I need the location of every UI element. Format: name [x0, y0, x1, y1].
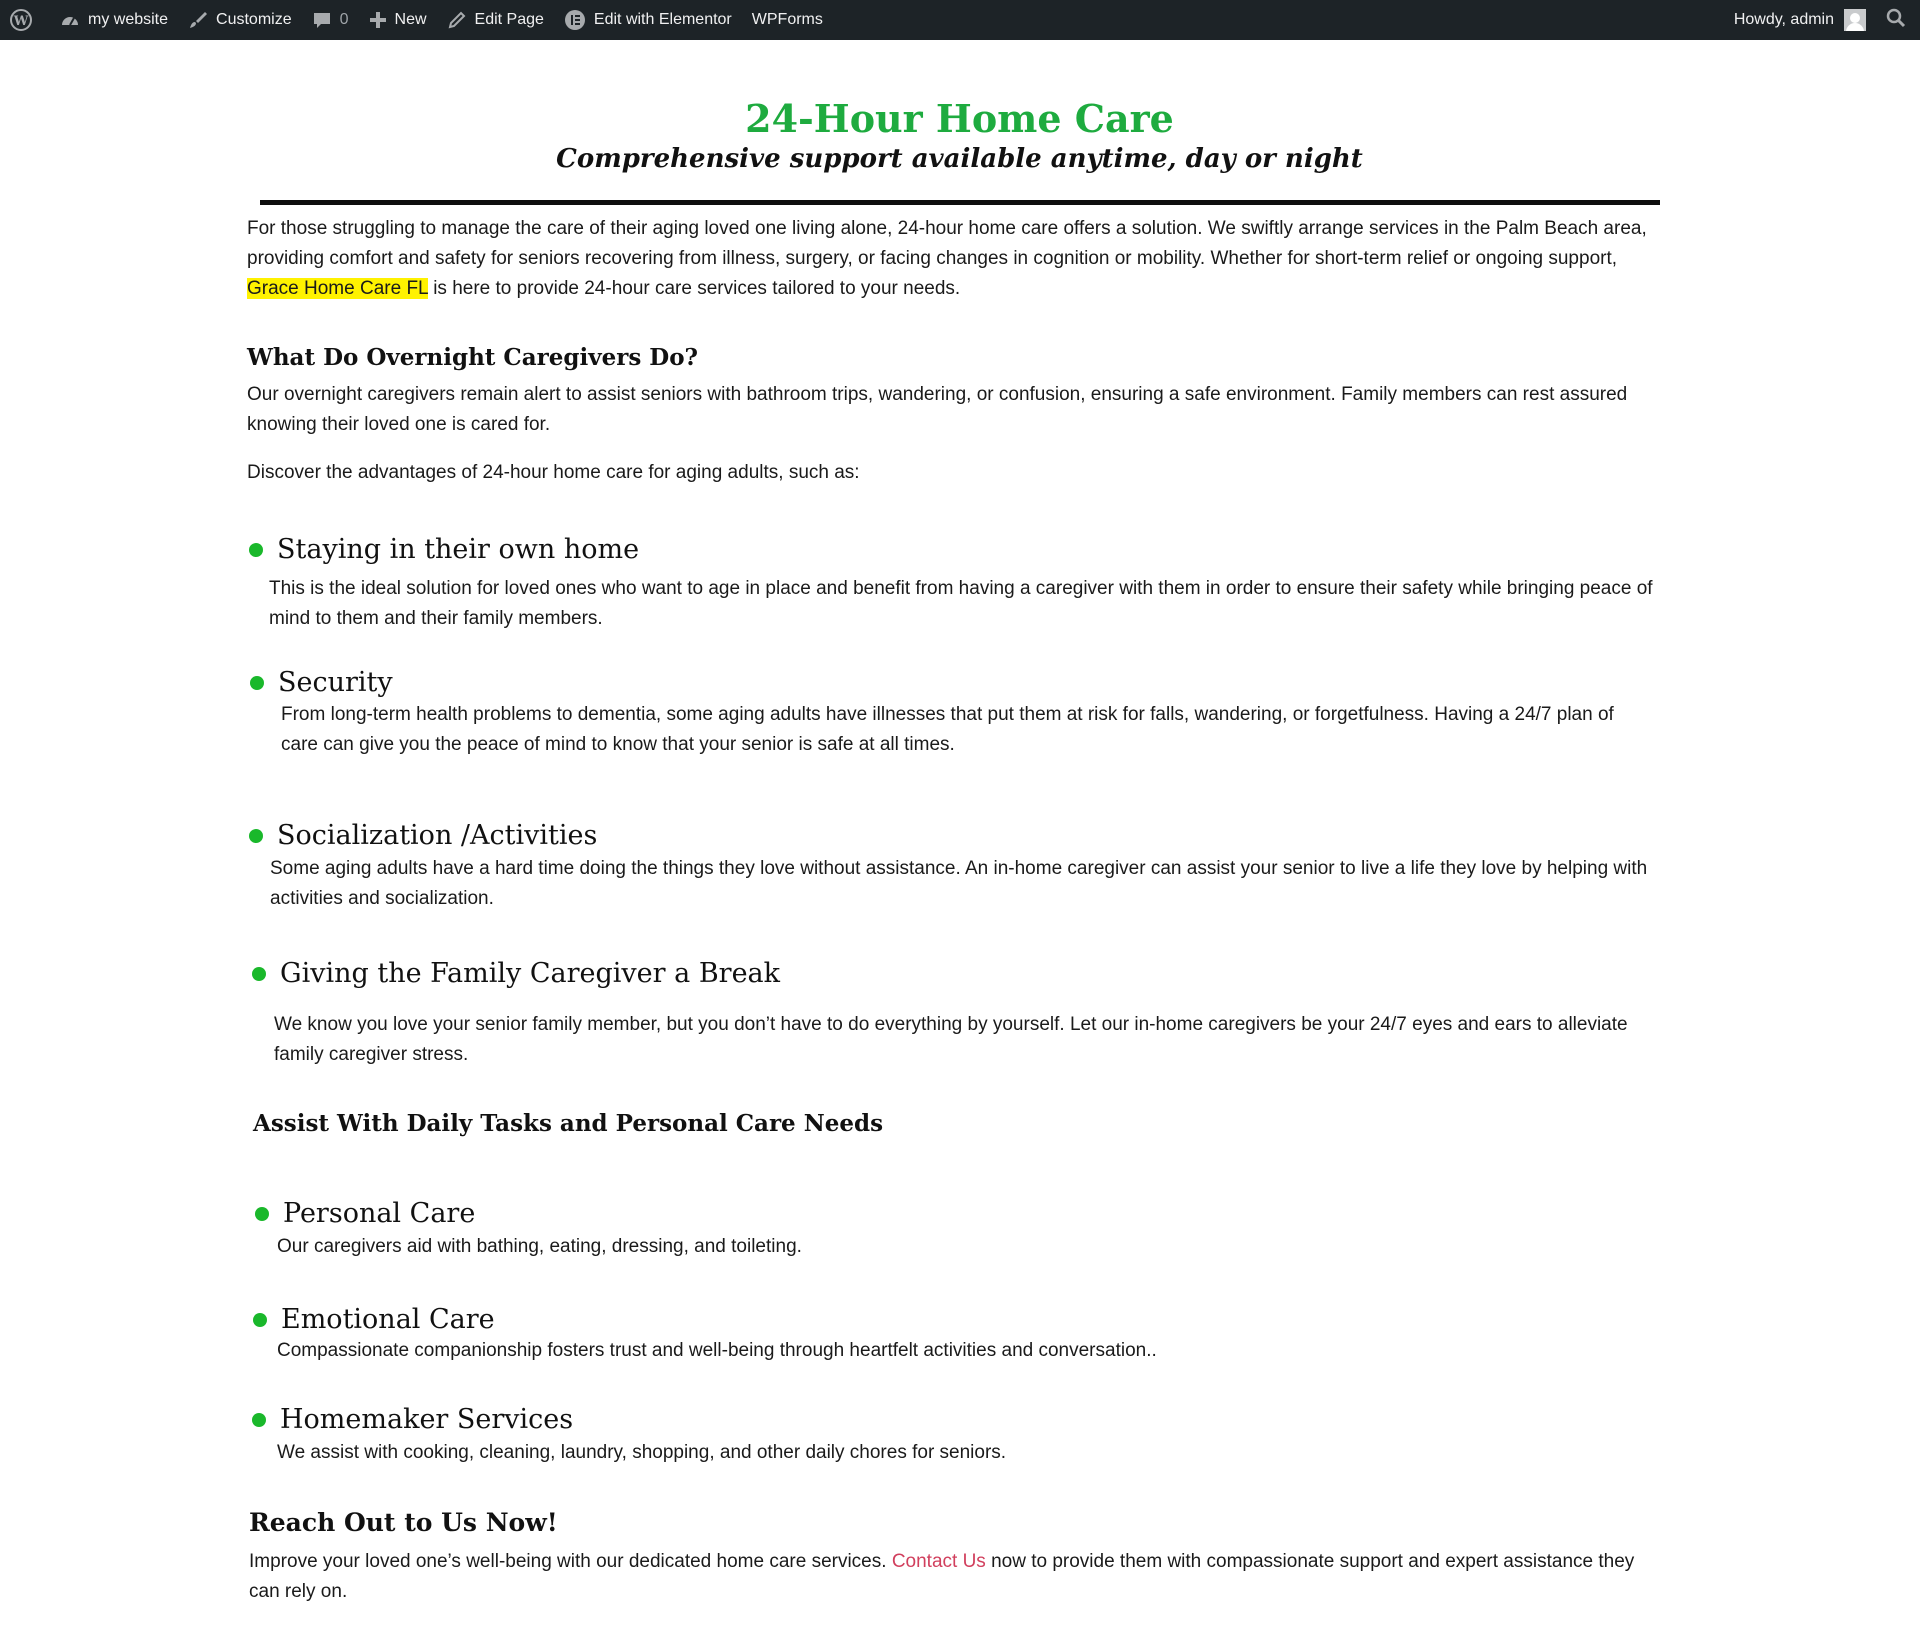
edit-page-link[interactable]: [437, 0, 554, 40]
reach-out-paragraph: [249, 1547, 1669, 1607]
discover-paragraph: Discover the advantages of 24-hour home care for aging adults, such as:: [247, 462, 860, 483]
comments-link[interactable]: [302, 0, 359, 40]
intro-paragraph: [247, 214, 1672, 304]
advantage-title: Giving the Family Caregiver a Break: [280, 958, 781, 989]
howdy-label: Howdy, admin: [1733, 11, 1834, 28]
advantage-text: This is the ideal solution for loved ones who want to age in place and benefit from having a caregiver with them in order to ensure their safety while bringing peace of mind to them and their family members.: [269, 578, 1653, 629]
advantage-text: We know you love your senior family member, but you don’t have to do everything by yourself. Let our in-home caregivers be your 24/7 eyes and ears to alleviate family caregiver stress.: [274, 1014, 1628, 1065]
service-title: Personal Care: [283, 1198, 476, 1229]
service-text: Compassionate companionship fosters trust and well-being through heartfelt activities and conversation..: [277, 1340, 1157, 1361]
reach-out-heading: Reach Out to Us Now!: [249, 1508, 558, 1537]
intro-text: For those struggling to manage the care of their aging loved one living alone, 24-hour home care offers a solution. We swiftly arrange services in the Palm Beach area, providing comfort and safety for seniors recovering from illness, surgery, or facing changes in cognition or mobility. Whether for short-term relief or ongoing support,: [247, 218, 1647, 269]
avatar: [1844, 9, 1866, 31]
plus-icon: [369, 11, 387, 29]
page-title: 24-Hour Home Care: [745, 96, 1174, 141]
dashboard-icon: [60, 11, 80, 29]
service-text: We assist with cooking, cleaning, laundry, shopping, and other daily chores for seniors.: [277, 1442, 1007, 1463]
wordpress-logo-button[interactable]: [0, 0, 50, 40]
advantage-staying-home: [249, 534, 639, 565]
advantage-title: Security: [278, 667, 393, 698]
company-highlight: Grace Home Care FL: [247, 278, 428, 299]
service-text: Our caregivers aid with bathing, eating, dressing, and toileting.: [277, 1236, 802, 1257]
advantage-title: Socialization /Activities: [277, 820, 598, 851]
bullet-dot: [250, 676, 264, 690]
search-button[interactable]: [1876, 0, 1920, 40]
paintbrush-icon: [188, 10, 208, 30]
service-emotional-care: [253, 1304, 495, 1335]
new-content-link[interactable]: [359, 0, 437, 40]
account-menu[interactable]: [1724, 0, 1876, 40]
bullet-dot: [255, 1207, 269, 1221]
service-personal-care: [255, 1198, 475, 1229]
reach-text-end: now to provide them with compassionate support and expert assistance they can rely on.: [249, 1551, 1635, 1602]
reach-text: Improve your loved one’s well-being with our dedicated home care services.: [249, 1551, 892, 1572]
comment-bubble-icon: [312, 10, 332, 30]
bullet-dot: [252, 1413, 266, 1427]
svg-text:W: W: [13, 14, 29, 29]
admin-bar: [0, 0, 1920, 40]
advantage-text: From long-term health problems to dementia, some aging adults have illnesses that put them at risk for falls, wandering, or forgetfulness. Having a 24/7 plan of care can give you the peace of mind to know that your senior is safe at all times.: [281, 704, 1614, 755]
daily-tasks-heading: Assist With Daily Tasks and Personal Care Needs: [253, 1110, 884, 1137]
comments-count: 0: [339, 11, 349, 28]
title-divider: [260, 200, 1660, 205]
site-name-label: my website: [88, 11, 169, 28]
bullet-dot: [249, 829, 263, 843]
intro-text-end: is here to provide 24-hour care services tailored to your needs.: [427, 278, 961, 299]
customize-link[interactable]: [178, 0, 302, 40]
bullet-dot: [249, 543, 263, 557]
edit-elementor-link[interactable]: [554, 0, 742, 40]
edit-elementor-label: Edit with Elementor: [593, 11, 732, 28]
service-homemaker: [252, 1404, 573, 1435]
elementor-icon: [564, 9, 586, 31]
advantage-family-break: [252, 958, 780, 989]
bullet-dot: [253, 1313, 267, 1327]
advantage-security: [250, 667, 393, 698]
edit-page-label: Edit Page: [474, 11, 544, 28]
wpforms-label: WPForms: [751, 11, 823, 28]
wpforms-link[interactable]: [742, 0, 833, 40]
wordpress-icon: [10, 9, 32, 31]
overnight-paragraph: Our overnight caregivers remain alert to assist seniors with bathroom trips, wandering, or confusion, ensuring a safe environment. Family members can rest assured knowing their loved one is cared for.: [247, 384, 1628, 435]
advantage-title: Staying in their own home: [277, 534, 640, 565]
search-icon: [1886, 8, 1906, 33]
overnight-heading: What Do Overnight Caregivers Do?: [247, 344, 699, 371]
service-title: Emotional Care: [281, 1304, 495, 1335]
advantage-socialization: [249, 820, 597, 851]
page-subtitle: Comprehensive support available anytime, day or night: [556, 144, 1363, 174]
pencil-icon: [447, 10, 467, 30]
service-title: Homemaker Services: [280, 1404, 574, 1435]
site-name-link[interactable]: [50, 0, 178, 40]
bullet-dot: [252, 967, 266, 981]
customize-label: Customize: [216, 11, 292, 28]
new-label: New: [394, 11, 427, 28]
advantage-text: Some aging adults have a hard time doing the things they love without assistance. An in-home caregiver can assist your senior to live a life they love by helping with activities and socialization.: [270, 858, 1648, 909]
contact-us-link[interactable]: Contact Us: [891, 1551, 986, 1572]
